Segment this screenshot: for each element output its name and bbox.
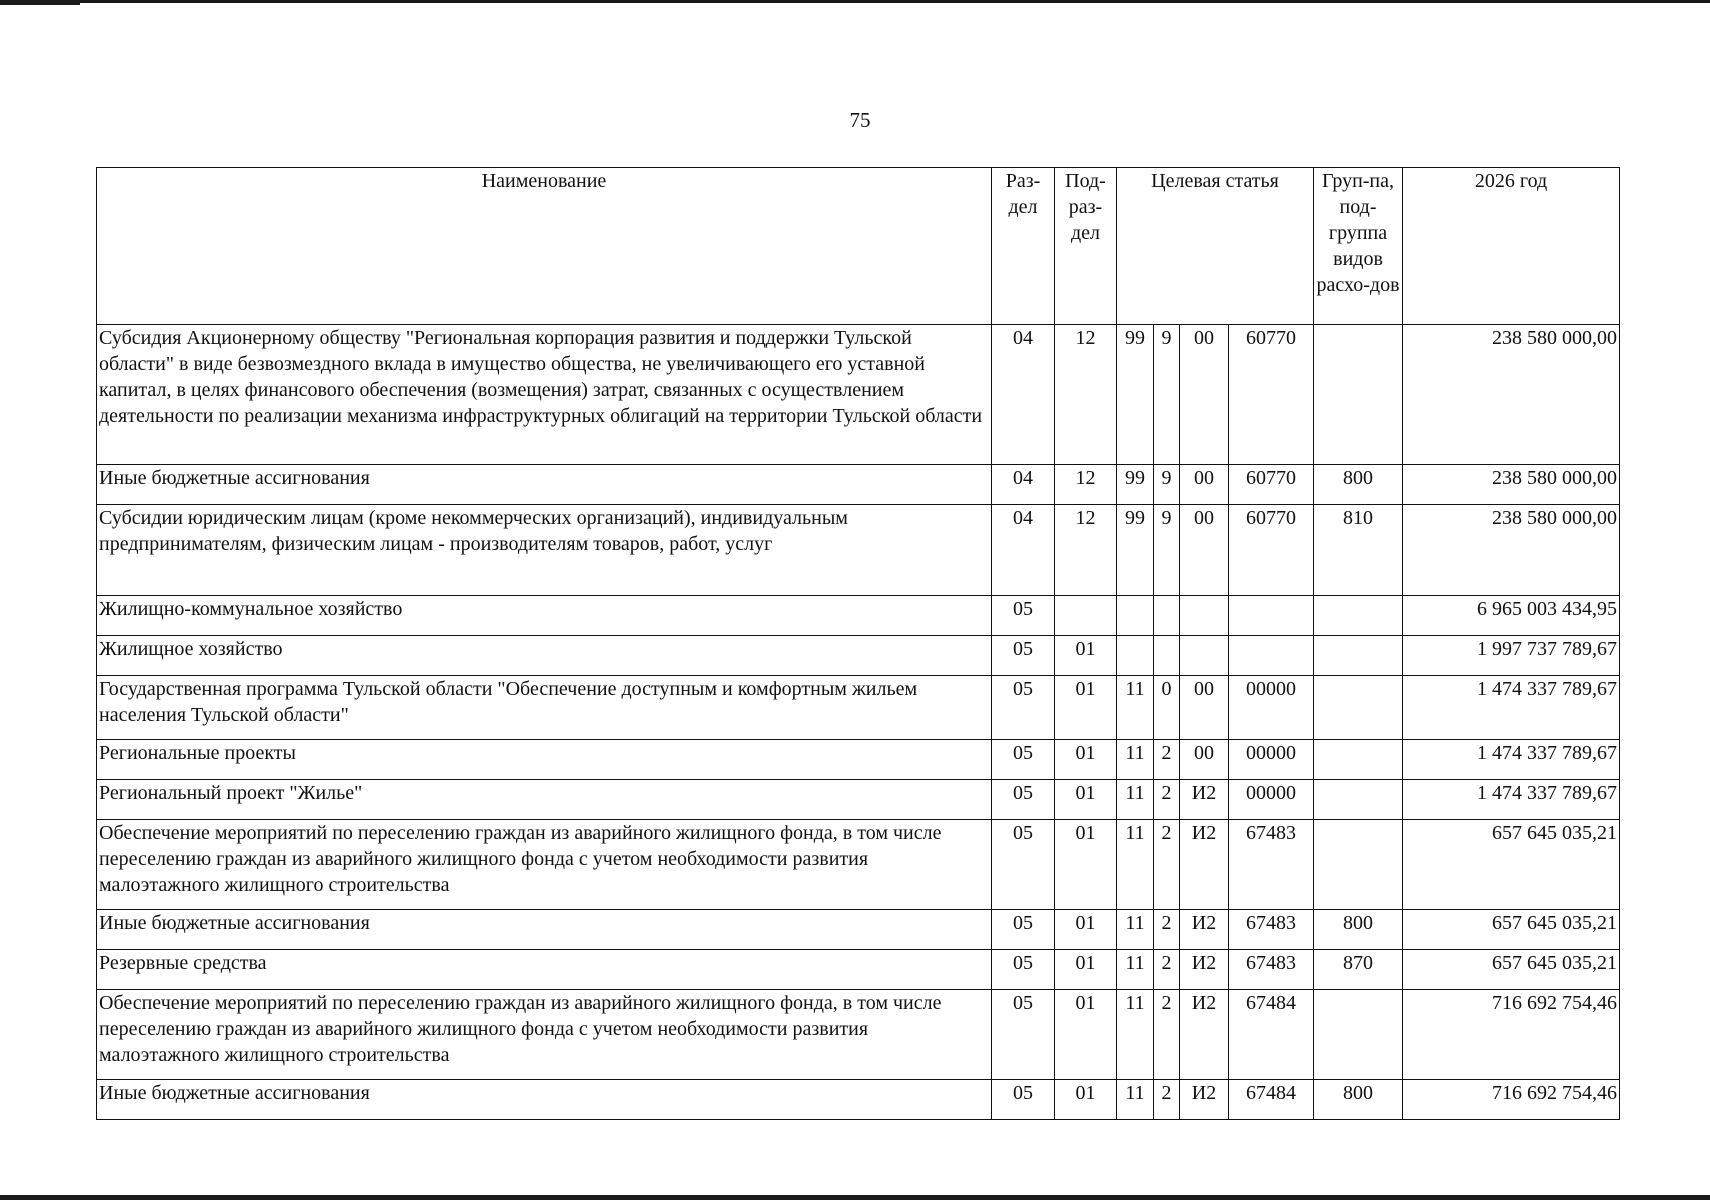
row-target-program: 99 <box>1117 505 1154 596</box>
row-group: 800 <box>1314 465 1403 505</box>
row-target-subprogram: 9 <box>1154 325 1180 465</box>
page-number: 75 <box>849 108 871 132</box>
row-target-direction: И2 <box>1180 1080 1229 1120</box>
row-name: Иные бюджетные ассигнования <box>97 465 992 505</box>
row-razdel: 05 <box>992 676 1055 740</box>
row-group <box>1314 740 1403 780</box>
row-amount: 716 692 754,46 <box>1403 1080 1620 1120</box>
row-target-program: 11 <box>1117 676 1154 740</box>
row-group <box>1314 596 1403 636</box>
header-target: Целевая статья <box>1117 168 1314 325</box>
row-razdel: 04 <box>992 505 1055 596</box>
table-row <box>97 465 1620 505</box>
table-row <box>97 990 1620 1080</box>
row-target-program: 11 <box>1117 910 1154 950</box>
row-name: Региональные проекты <box>97 740 992 780</box>
row-group <box>1314 325 1403 465</box>
row-razdel: 05 <box>992 740 1055 780</box>
row-amount: 1 997 737 789,67 <box>1403 636 1620 676</box>
row-target-subprogram: 0 <box>1154 676 1180 740</box>
row-name: Региональный проект "Жилье" <box>97 780 992 820</box>
row-target-subprogram: 2 <box>1154 780 1180 820</box>
row-name: Субсидии юридическим лицам (кроме некоммерческих организаций), индивидуальным предпринимателям, физическим лицам - производителям товаров, работ, услуг <box>97 505 992 596</box>
table-row <box>97 740 1620 780</box>
row-name: Государственная программа Тульской области "Обеспечение доступным и комфортным жильем населения Тульской области" <box>97 676 992 740</box>
table-row <box>97 636 1620 676</box>
row-target-program: 11 <box>1117 1080 1154 1120</box>
header-year: 2026 год <box>1403 168 1620 325</box>
row-target-subprogram <box>1154 596 1180 636</box>
row-target-code: 67484 <box>1229 1080 1314 1120</box>
table-row <box>97 780 1620 820</box>
row-target-direction: И2 <box>1180 990 1229 1080</box>
row-amount: 238 580 000,00 <box>1403 325 1620 465</box>
table-row <box>97 596 1620 636</box>
row-name: Жилищно-коммунальное хозяйство <box>97 596 992 636</box>
scan-edge-bottom <box>0 1195 1710 1200</box>
row-podrazdel: 01 <box>1055 780 1117 820</box>
row-podrazdel: 01 <box>1055 740 1117 780</box>
row-razdel: 04 <box>992 325 1055 465</box>
row-group: 800 <box>1314 1080 1403 1120</box>
row-amount: 1 474 337 789,67 <box>1403 780 1620 820</box>
table-header-row <box>97 168 1620 325</box>
row-target-code: 67483 <box>1229 910 1314 950</box>
row-target-direction: И2 <box>1180 910 1229 950</box>
row-razdel: 05 <box>992 596 1055 636</box>
row-razdel: 05 <box>992 820 1055 910</box>
row-podrazdel: 01 <box>1055 676 1117 740</box>
row-group <box>1314 676 1403 740</box>
header-name: Наименование <box>97 168 992 325</box>
header-razdel: Раз-дел <box>992 168 1055 325</box>
row-target-subprogram <box>1154 636 1180 676</box>
row-name: Субсидия Акционерному обществу "Региональная корпорация развития и поддержки Тульской области" в виде безвозмездного вклада в имущество общества, не увеличивающего его уставной капитал, в целях финансового обеспечения (возмещения) затрат, связанных с осуществлением деятельности по реализации механизма инфраструктурных облигаций на территории Тульской области <box>97 325 992 465</box>
row-target-subprogram: 2 <box>1154 990 1180 1080</box>
row-name: Обеспечение мероприятий по переселению граждан из аварийного жилищного фонда, в том числе переселению граждан из аварийного жилищного фонда с учетом необходимости развития малоэтажного жилищного строительства <box>97 820 992 910</box>
row-target-code: 00000 <box>1229 740 1314 780</box>
row-target-program: 11 <box>1117 950 1154 990</box>
row-target-program: 11 <box>1117 990 1154 1080</box>
row-target-direction <box>1180 596 1229 636</box>
header-podrazdel: Под-раз-дел <box>1055 168 1117 325</box>
row-razdel: 05 <box>992 780 1055 820</box>
row-amount: 657 645 035,21 <box>1403 950 1620 990</box>
table-row <box>97 1080 1620 1120</box>
row-target-code: 00000 <box>1229 676 1314 740</box>
row-group: 800 <box>1314 910 1403 950</box>
row-target-direction: И2 <box>1180 820 1229 910</box>
row-razdel: 04 <box>992 465 1055 505</box>
row-group <box>1314 990 1403 1080</box>
budget-table <box>96 167 1620 1120</box>
table-row <box>97 676 1620 740</box>
row-name: Резервные средства <box>97 950 992 990</box>
row-razdel: 05 <box>992 1080 1055 1120</box>
row-target-program: 99 <box>1117 325 1154 465</box>
row-razdel: 05 <box>992 990 1055 1080</box>
table-row <box>97 325 1620 465</box>
row-target-program: 11 <box>1117 740 1154 780</box>
row-target-direction: 00 <box>1180 505 1229 596</box>
row-amount: 6 965 003 434,95 <box>1403 596 1620 636</box>
row-target-program: 11 <box>1117 820 1154 910</box>
table-row <box>97 910 1620 950</box>
row-podrazdel: 01 <box>1055 820 1117 910</box>
row-razdel: 05 <box>992 950 1055 990</box>
table-row <box>97 950 1620 990</box>
row-target-program <box>1117 636 1154 676</box>
row-target-code: 60770 <box>1229 325 1314 465</box>
row-razdel: 05 <box>992 636 1055 676</box>
row-podrazdel: 01 <box>1055 950 1117 990</box>
row-target-direction <box>1180 636 1229 676</box>
row-group: 810 <box>1314 505 1403 596</box>
row-target-code: 67483 <box>1229 820 1314 910</box>
row-podrazdel: 12 <box>1055 505 1117 596</box>
row-amount: 238 580 000,00 <box>1403 465 1620 505</box>
row-amount: 657 645 035,21 <box>1403 910 1620 950</box>
row-target-subprogram: 9 <box>1154 465 1180 505</box>
row-target-program: 11 <box>1117 780 1154 820</box>
row-target-direction: 00 <box>1180 740 1229 780</box>
row-target-direction: И2 <box>1180 950 1229 990</box>
row-podrazdel: 01 <box>1055 1080 1117 1120</box>
row-target-code <box>1229 596 1314 636</box>
row-group <box>1314 636 1403 676</box>
row-target-direction: 00 <box>1180 465 1229 505</box>
row-name: Иные бюджетные ассигнования <box>97 1080 992 1120</box>
row-podrazdel: 12 <box>1055 325 1117 465</box>
row-target-subprogram: 2 <box>1154 910 1180 950</box>
row-podrazdel: 12 <box>1055 465 1117 505</box>
row-target-subprogram: 2 <box>1154 1080 1180 1120</box>
row-amount: 716 692 754,46 <box>1403 990 1620 1080</box>
row-target-direction: 00 <box>1180 676 1229 740</box>
row-podrazdel: 01 <box>1055 910 1117 950</box>
row-amount: 657 645 035,21 <box>1403 820 1620 910</box>
row-podrazdel: 01 <box>1055 990 1117 1080</box>
row-name: Жилищное хозяйство <box>97 636 992 676</box>
row-name: Обеспечение мероприятий по переселению граждан из аварийного жилищного фонда, в том числе переселению граждан из аварийного жилищного фонда с учетом необходимости развития малоэтажного жилищного строительства <box>97 990 992 1080</box>
row-target-code: 60770 <box>1229 465 1314 505</box>
table-row <box>97 820 1620 910</box>
row-target-code <box>1229 636 1314 676</box>
scan-edge-top <box>0 0 1710 3</box>
row-target-subprogram: 2 <box>1154 740 1180 780</box>
row-amount: 238 580 000,00 <box>1403 505 1620 596</box>
row-group <box>1314 780 1403 820</box>
row-target-code: 67484 <box>1229 990 1314 1080</box>
table-row <box>97 505 1620 596</box>
row-target-program: 99 <box>1117 465 1154 505</box>
row-podrazdel <box>1055 596 1117 636</box>
row-target-code: 00000 <box>1229 780 1314 820</box>
header-group: Груп-па, под-группа видов расхо-дов <box>1314 168 1403 325</box>
row-amount: 1 474 337 789,67 <box>1403 676 1620 740</box>
row-target-subprogram: 2 <box>1154 820 1180 910</box>
row-group: 870 <box>1314 950 1403 990</box>
row-group <box>1314 820 1403 910</box>
row-target-subprogram: 2 <box>1154 950 1180 990</box>
scan-edge-top-left <box>0 0 80 5</box>
row-target-code: 60770 <box>1229 505 1314 596</box>
row-podrazdel: 01 <box>1055 636 1117 676</box>
row-razdel: 05 <box>992 910 1055 950</box>
row-target-direction: И2 <box>1180 780 1229 820</box>
row-target-code: 67483 <box>1229 950 1314 990</box>
row-target-subprogram: 9 <box>1154 505 1180 596</box>
row-name: Иные бюджетные ассигнования <box>97 910 992 950</box>
row-target-direction: 00 <box>1180 325 1229 465</box>
row-amount: 1 474 337 789,67 <box>1403 740 1620 780</box>
row-target-program <box>1117 596 1154 636</box>
